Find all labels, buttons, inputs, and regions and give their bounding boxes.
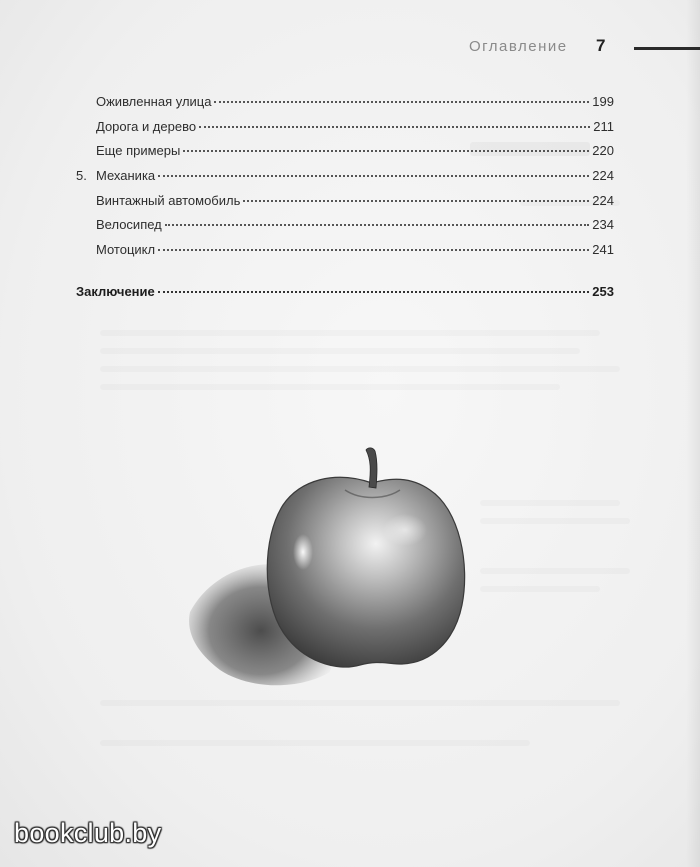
apple-highlight (293, 534, 313, 570)
toc-entry-title: Механика (96, 168, 156, 183)
toc-entry-page: 224 (592, 193, 614, 208)
toc-entry-title: Оживленная улица (96, 94, 212, 109)
toc-entry-page: 234 (592, 217, 614, 232)
watermark: bookclub.by (14, 818, 162, 848)
toc-entry-title: Винтажный автомобиль (96, 193, 241, 208)
header-title: Оглавление (469, 38, 568, 55)
toc-entry-title: Велосипед (96, 217, 162, 232)
toc-entry-title: Дорога и дерево (96, 119, 197, 134)
toc-entry-page: 224 (592, 168, 614, 183)
toc-entry-title: Заключение (76, 284, 155, 299)
page-number: 7 (596, 36, 606, 55)
toc-entry-page: 253 (592, 284, 614, 299)
toc-entry-page: 199 (592, 94, 614, 109)
toc-chapter-number: 5. (76, 168, 87, 183)
toc-entry-page: 211 (593, 119, 614, 134)
apple-highlight (383, 514, 427, 546)
toc-entry-title: Мотоцикл (96, 242, 156, 257)
toc-entry-title: Еще примеры (96, 143, 181, 158)
toc-entry-page: 220 (592, 143, 614, 158)
apple-body (267, 477, 464, 667)
toc-entry-page: 241 (592, 242, 614, 257)
